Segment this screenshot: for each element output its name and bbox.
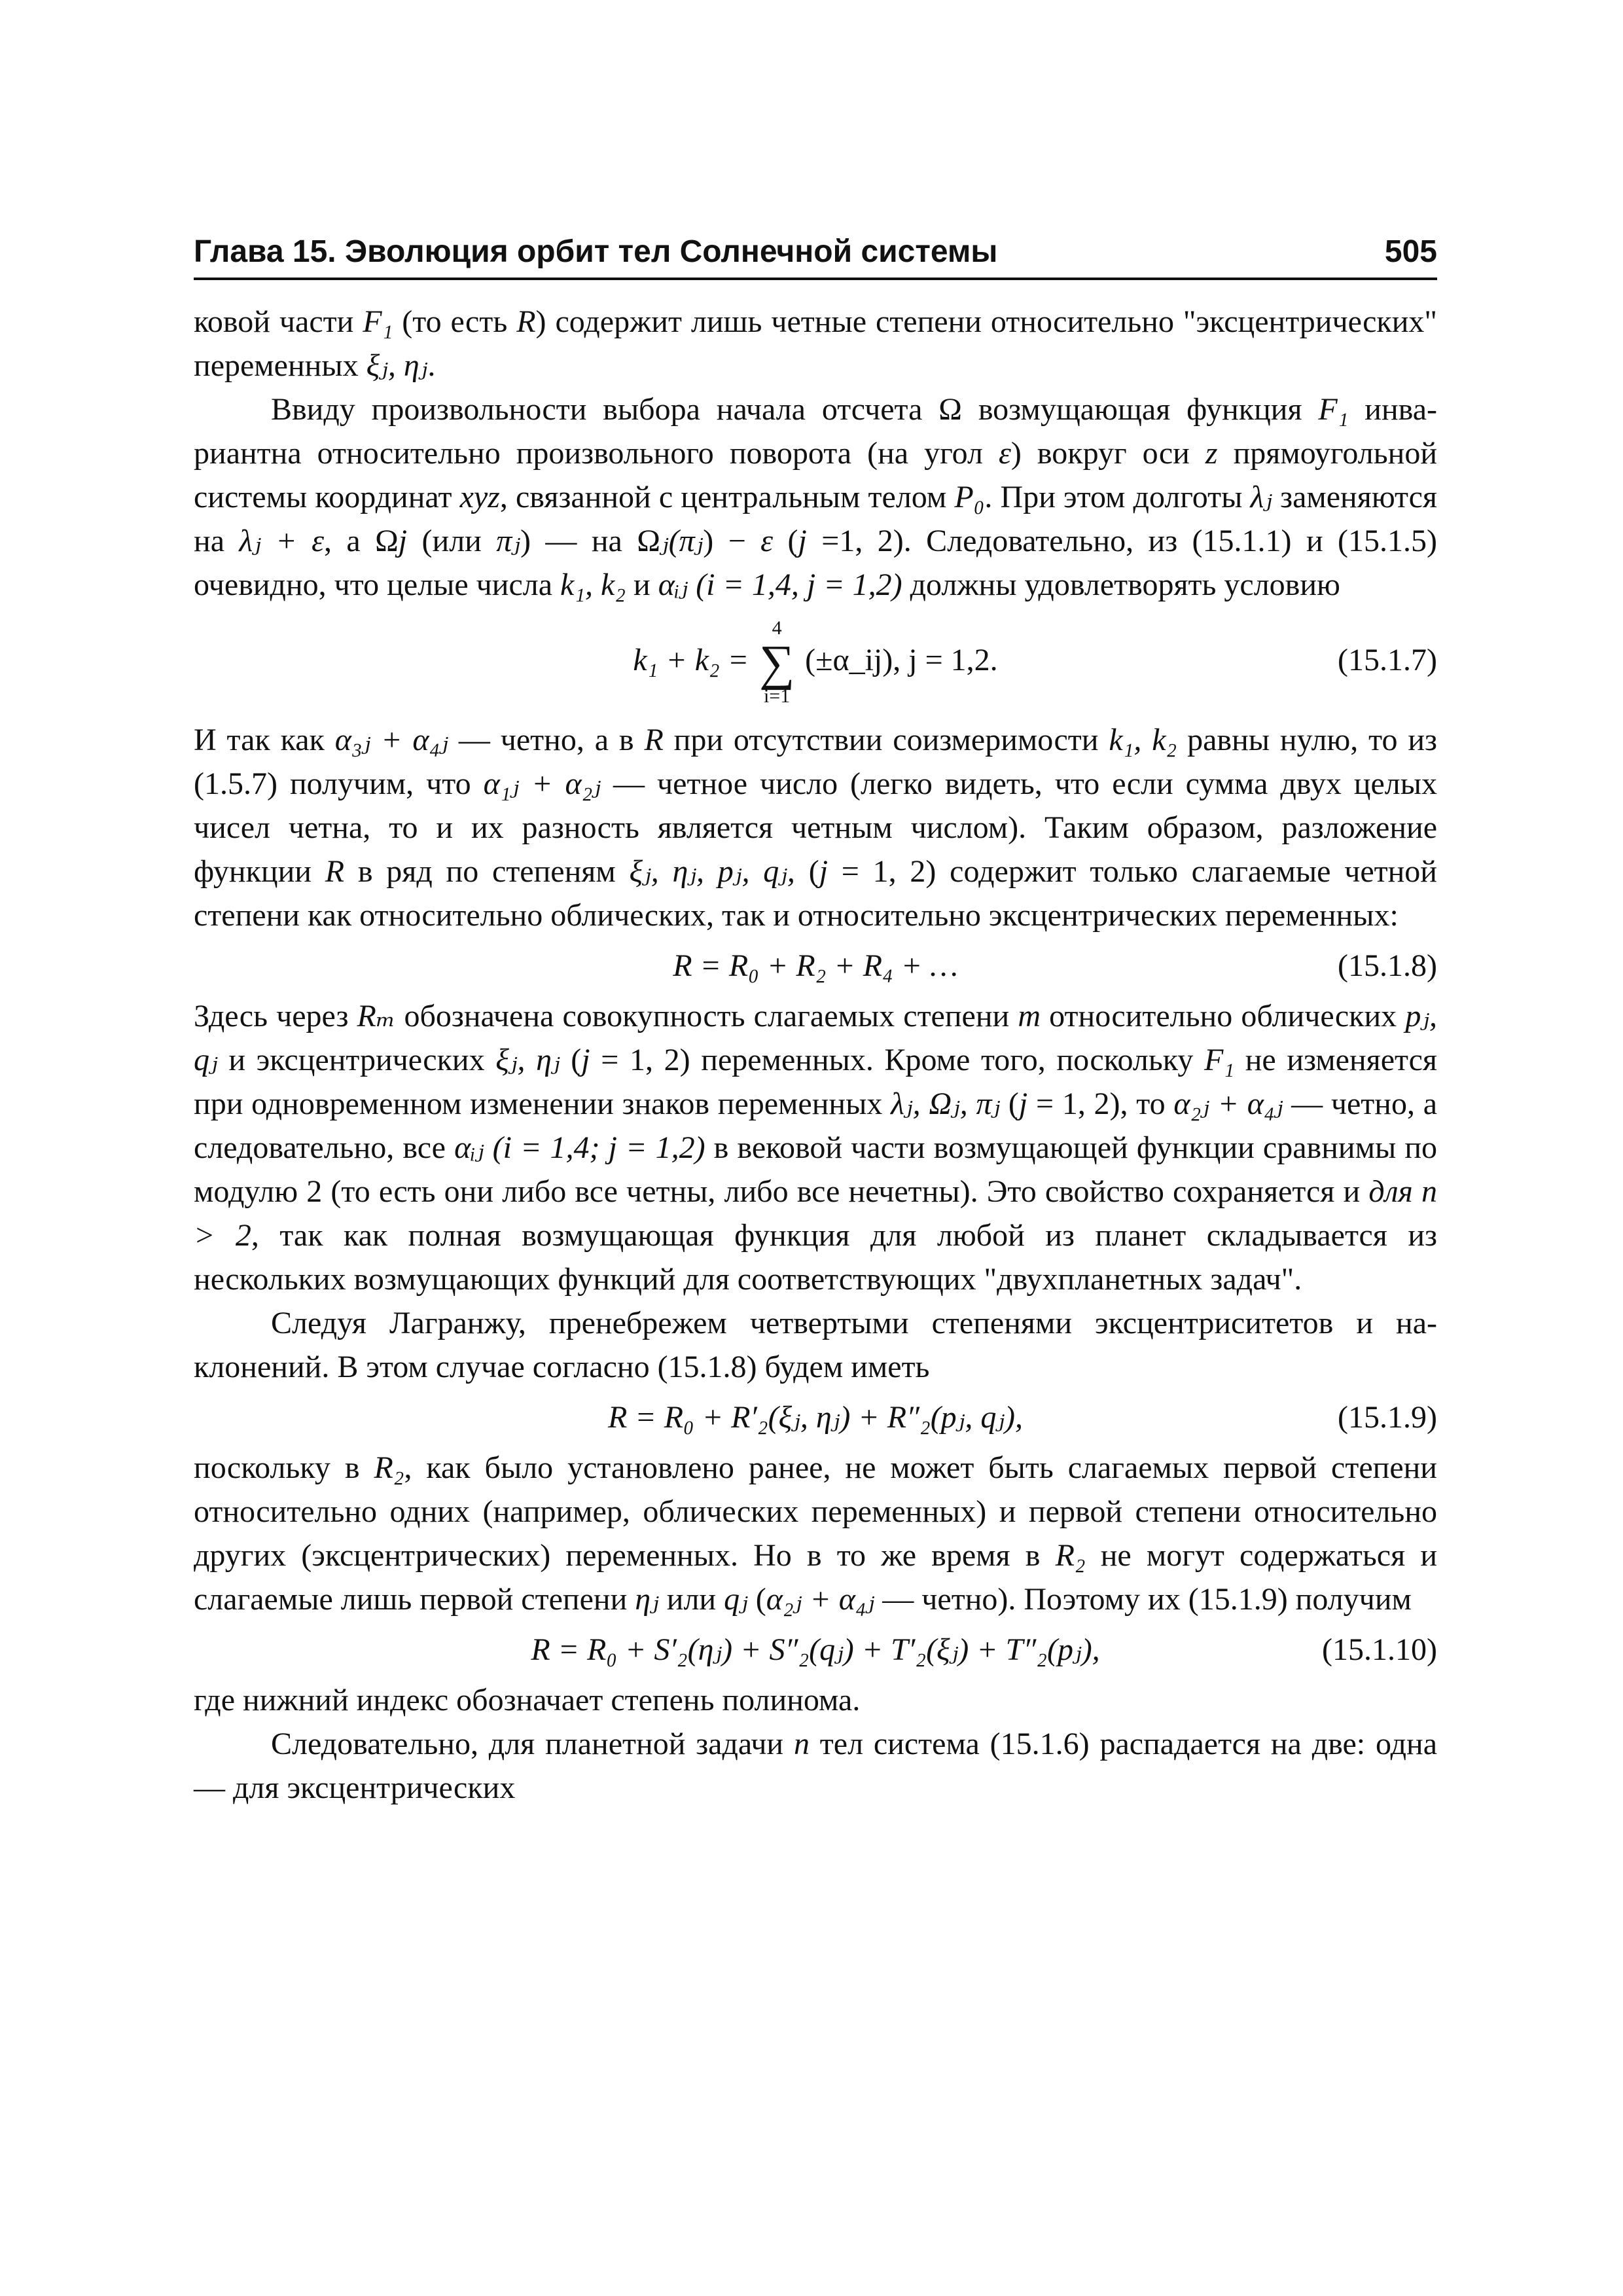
- chapter-title: Глава 15. Эволюция орбит тел Солнечной системы: [194, 234, 998, 269]
- equation-number: (15.1.9): [1338, 1400, 1437, 1435]
- body-text: [194, 300, 1437, 1810]
- running-header: [194, 229, 1437, 275]
- equation-15-1-10: [194, 1628, 1437, 1672]
- equation-15-1-9: [194, 1395, 1437, 1439]
- paragraph-1: ковой части F₁ (то есть R) содержит лишь четные степени относительно "эксцентрических" переменных ξⱼ, ηⱼ.: [194, 304, 1438, 383]
- paragraph-7: где нижний индекс обозначает степень полинома.: [194, 1683, 861, 1717]
- paragraph-5: Следуя Лагранжу, пренебрежем четвертыми степенями эксцентриситетов и наклонений. В этом случае согласно (15.1.8) будем иметь: [194, 1306, 1437, 1384]
- sum-symbol: 4 ∑ i=1: [759, 617, 795, 707]
- equation-number: (15.1.10): [1322, 1632, 1437, 1667]
- eq-expression: R = R₀ + S′₂(ηⱼ) + S″₂(qⱼ) + T′₂(ξⱼ) + T″₂(pⱼ),: [531, 1632, 1100, 1667]
- paragraph-4: Здесь через Rₘ обозначена совокупность слагаемых степени m относительно облических pⱼ, qⱼ и эксцентрических ξⱼ, ηⱼ (j = 1, 2) переменных. Кроме того, поскольку F₁ не изменяется при одновременном изменении знаков переменных λⱼ, Ωⱼ, πⱼ (j = 1, 2), то α₂ⱼ + α₄ⱼ — четно, а следовательно, все αᵢⱼ (i = 1,4; j = 1,2) в вековой части возмущающей функции сравнимы по модулю 2 (то есть они либо все четны, либо все нечетны). Это свойство сохраняется и для n > 2, так как полная возмущающая функция для любой из планет складывается из нескольких возмущающих функций для соответствующих "двухпланетных задач".: [194, 999, 1438, 1297]
- equation-15-1-8: [194, 944, 1437, 988]
- paragraph-2: Ввиду произвольности выбора начала отсчета Ω возмущающая функция F₁ инвариантна относительно произвольного поворота (на угол ε) вокруг оси z прямоугольной системы координат xyz, связанной с центральным телом P₀. При этом долготы λⱼ заменяются на λⱼ + ε, а Ωj (или πⱼ) — на Ωⱼ(πⱼ) − ε (j =1, 2). Следовательно, из (15.1.1) и (15.1.5) очевидно, что целые числа k₁, k₂ и αᵢⱼ (i = 1,4, j = 1,2) должны удовлетворять условию: [194, 392, 1438, 602]
- equation-number: (15.1.7): [1338, 643, 1437, 677]
- eq-expression: R = R₀ + R₂ + R₄ + …: [673, 948, 958, 983]
- paragraph-8: Следовательно, для планетной задачи n тел система (15.1.6) распадается на две: одна — для эксцентрических: [194, 1727, 1438, 1805]
- eq-rhs: (±α_ij), j = 1,2.: [805, 643, 998, 678]
- eq-expression: R = R₀ + R′₂(ξⱼ, ηⱼ) + R″₂(pⱼ, qⱼ),: [607, 1400, 1024, 1435]
- equation-15-1-7: [194, 611, 1437, 709]
- paragraph-3: И так как α₃ⱼ + α₄ⱼ — четно, а в R при отсутствии соизмеримости k₁, k₂ равны нулю, то из (1.5.7) получим, что α₁ⱼ + α₂ⱼ — четное число (легко видеть, что если сумма двух целых чисел четна, то и их разность является четным числом). Таким образом, разложение функции R в ряд по степеням ξⱼ, ηⱼ, pⱼ, qⱼ, (j = 1, 2) содержит только слагаемые четной степени как относительно облических, так и относительно эксцентрических переменных:: [194, 723, 1438, 933]
- page-number: 505: [1384, 234, 1437, 269]
- sum-lower-limit: i=1: [763, 685, 791, 707]
- header-rule: [194, 278, 1437, 280]
- eq-lhs: k₁ + k₂ =: [633, 643, 749, 678]
- sum-upper-limit: 4: [772, 617, 782, 639]
- paragraph-6: поскольку в R₂, как было установлено ранее, не может быть слагаемых первой степени относительно одних (например, облических переменных) и первой степени относительно других (эксцентрических) переменных. Но в то же время в R₂ не могут содержаться и слагаемые лишь первой степени ηⱼ или qⱼ (α₂ⱼ + α₄ⱼ — четно). Поэтому их (15.1.9) получим: [194, 1450, 1438, 1617]
- equation-number: (15.1.8): [1338, 948, 1437, 983]
